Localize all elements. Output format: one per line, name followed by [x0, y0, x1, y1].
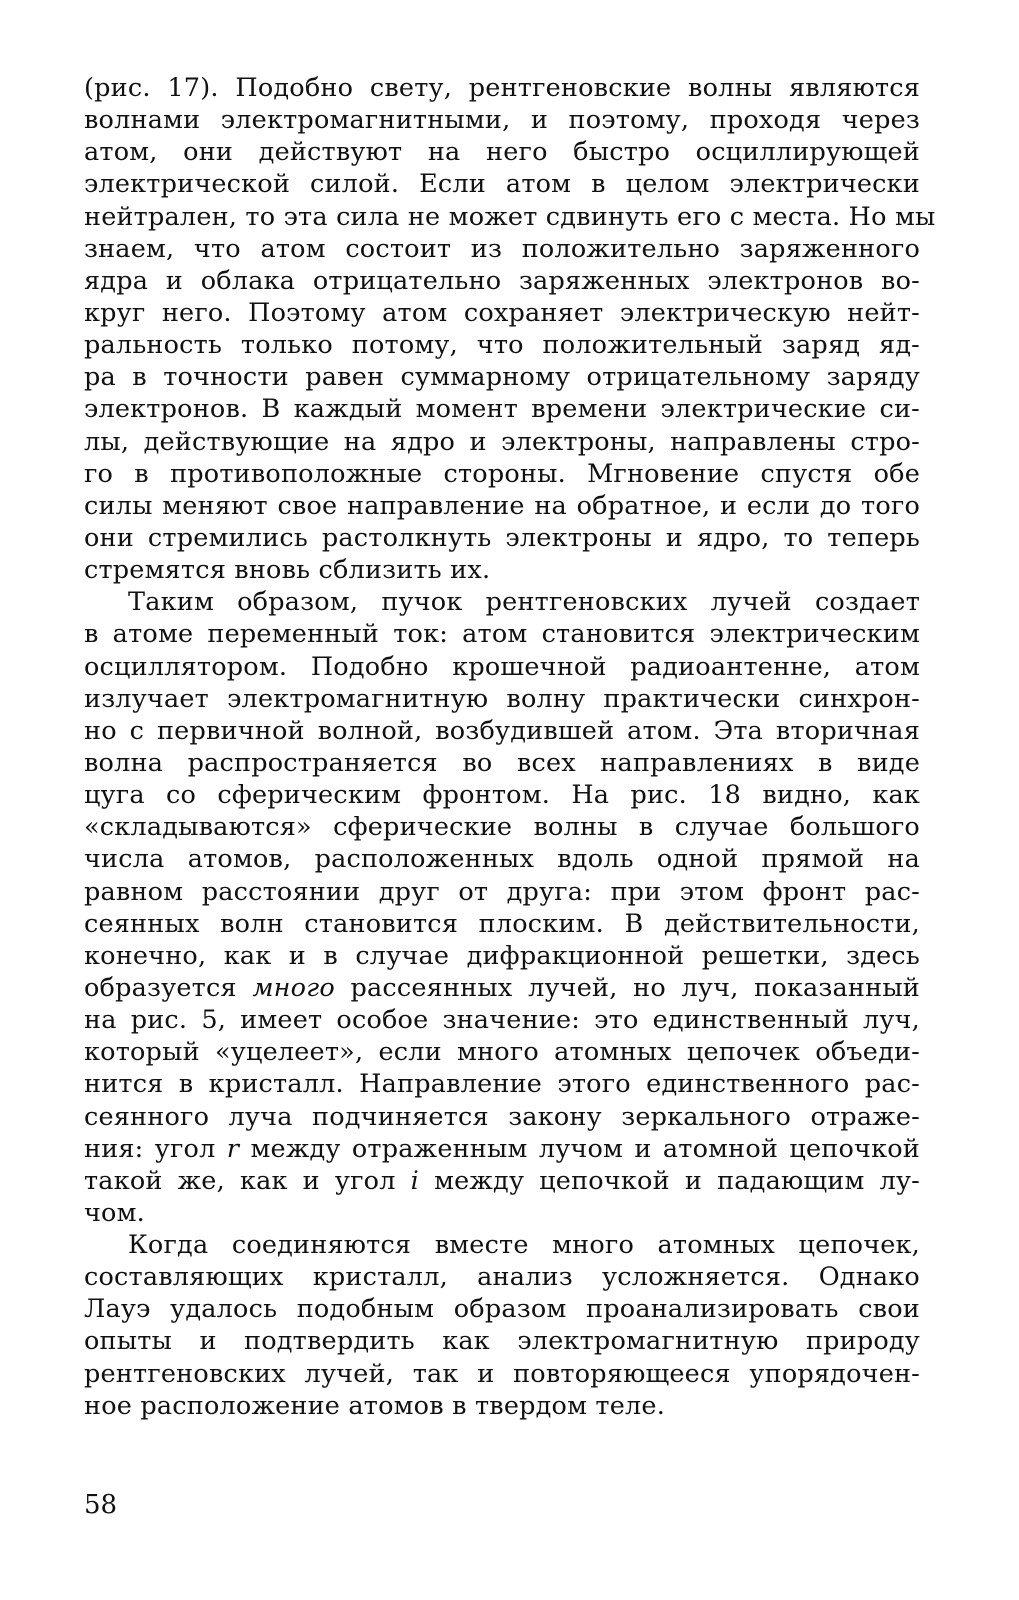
text-line: на рис. 5, имеет особое значение: это единственный луч, [84, 1005, 920, 1036]
text-line: атом, они действуют на него быстро осциллирующей [84, 137, 920, 168]
text-line: образуется много рассеянных лучей, но луч, показанный [84, 972, 921, 1003]
paragraph-2 [84, 586, 920, 1229]
text-line: такой же, как и угол i между цепочкой и падающим лу- [84, 1165, 920, 1196]
text-line: они стремились растолкнуть электроны и ядро, то теперь [84, 522, 920, 553]
text-line: ральность только потому, что положительный заряд яд- [84, 330, 920, 361]
text-line: излучает электромагнитную волну практически синхрон- [84, 683, 920, 714]
text-line: но с первичной волной, возбудившей атом. Эта вторичная [84, 715, 920, 746]
text-line: Когда соединяются вместе много атомных цепочек, [128, 1230, 920, 1261]
text-line: конечно, как и в случае дифракционной решетки, здесь [84, 940, 920, 971]
text-line: волна распространяется во всех направлениях в виде [84, 747, 920, 778]
text-line: (рис. 17). Подобно свету, рентгеновские волны являются [84, 73, 920, 103]
text-line: силы меняют свое направление на обратное, и если до того [84, 490, 920, 521]
text-line: числа атомов, расположенных вдоль одной прямой на [84, 844, 920, 875]
text-line: Лауэ удалось подобным образом проанализировать свои [84, 1294, 920, 1325]
text-line: электронов. В каждый момент времени электрические си- [84, 394, 920, 425]
text-line: в атоме переменный ток: атом становится электрическим [84, 619, 920, 650]
text-line: лы, действующие на ядро и электроны, направлены стро- [84, 426, 920, 457]
text-line: сеянного луча подчиняется закону зеркального отраже- [84, 1101, 920, 1132]
text-line: го в противоположные стороны. Мгновение спустя обе [84, 458, 920, 489]
paragraph-3 [84, 1229, 920, 1422]
text-line: равном расстоянии друг от друга: при этом фронт рас- [84, 876, 920, 907]
text-line: «складываются» сферические волны в случае большого [84, 812, 920, 843]
text-line: ра в точности равен суммарному отрицательному заряду [84, 362, 920, 393]
text-line: цуга со сферическим фронтом. На рис. 18 видно, как [84, 780, 920, 811]
text-line: знаем, что атом состоит из положительно заряженного [84, 233, 920, 264]
text-line: осциллятором. Подобно крошечной радиоантенне, атом [84, 651, 920, 682]
text-line: ния: угол r между отраженным лучом и атомной цепочкой [84, 1133, 920, 1164]
text-line: опыты и подтвердить как электромагнитную природу [84, 1326, 920, 1357]
text-line: составляющих кристалл, анализ усложняется. Однако [84, 1262, 920, 1293]
body-text [84, 72, 936, 1422]
text-line: сеянных волн становится плоским. В действительности, [84, 908, 920, 939]
text-line: электрической силой. Если атом в целом электрически [84, 169, 920, 200]
text-line: нится в кристалл. Направление этого единственного рас- [84, 1069, 920, 1100]
text-line: рентгеновских лучей, так и повторяющееся упорядочен- [84, 1358, 920, 1389]
page-number: 58 [84, 1490, 118, 1520]
text-line: чом. [84, 1197, 145, 1228]
emphasis-text: r [226, 1133, 240, 1164]
text-line: стремятся вновь сблизить их. [84, 555, 491, 586]
text-line: нейтрален, то эта сила не может сдвинуть его с места. Но мы [84, 201, 936, 232]
text-line: круг него. Поэтому атом сохраняет электрическую нейт- [84, 297, 920, 328]
text-line: волнами электромагнитными, и поэтому, проходя через [84, 105, 920, 136]
emphasis-text: i [410, 1165, 420, 1196]
text-line: ядра и облака отрицательно заряженных электронов во- [84, 265, 920, 296]
text-line: который «уцелеет», если много атомных цепочек объеди- [84, 1037, 920, 1068]
paragraph-1 [84, 72, 936, 586]
text-line: Таким образом, пучок рентгеновских лучей создает [128, 587, 920, 618]
text-line: ное расположение атомов в твердом теле. [84, 1390, 666, 1421]
emphasis-text: много [252, 972, 335, 1003]
